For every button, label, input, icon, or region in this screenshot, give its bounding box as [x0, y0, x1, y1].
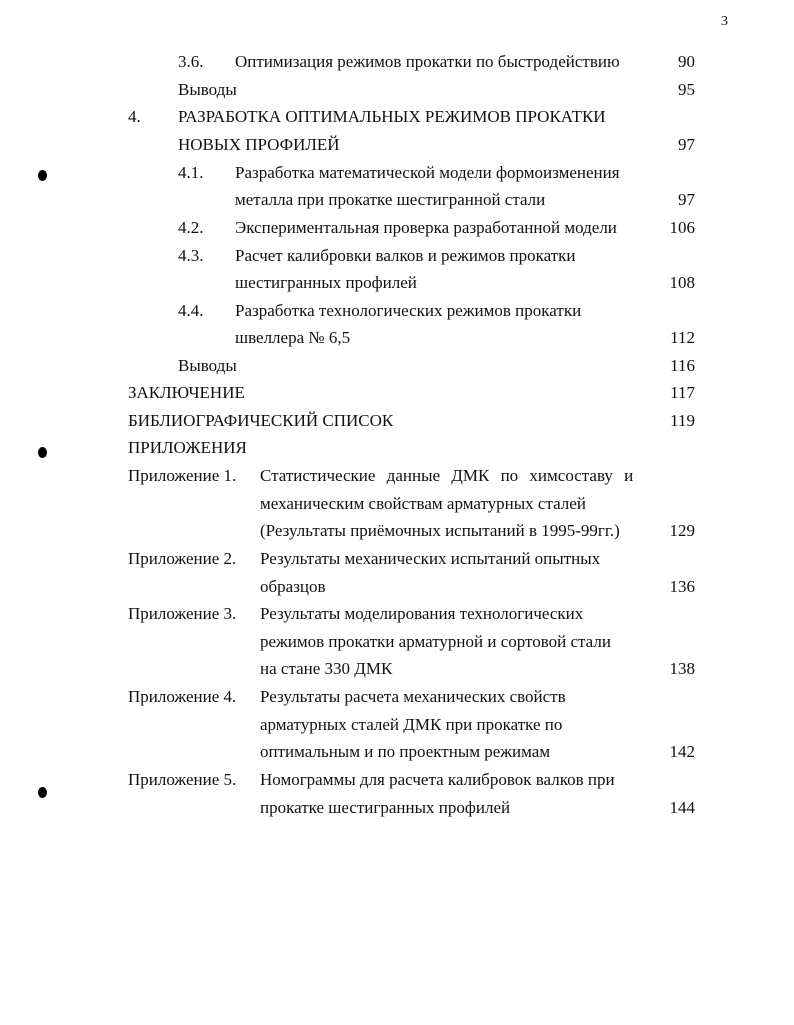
- toc-chapter-number: 4.: [128, 107, 141, 126]
- toc-item-number: 3.6.: [178, 52, 204, 71]
- binding-hole-mark: [38, 170, 47, 181]
- toc-item-title: металла при прокатке шестигранной стали: [235, 190, 546, 209]
- toc-item-title: Разработка технологических режимов прокатки: [235, 301, 582, 320]
- toc-appendix-title: Результаты механических испытаний опытных: [260, 549, 601, 568]
- toc-item-page: 112: [670, 328, 695, 347]
- toc-item-page: 136: [669, 577, 695, 596]
- toc-appendix-label: Приложение 5.: [128, 770, 237, 789]
- toc-appendix-title: на стане 330 ДМК: [260, 659, 393, 678]
- toc-item-title: Оптимизация режимов прокатки по быстродействию: [235, 52, 620, 71]
- toc-appendix-title: оптимальным и по проектным режимам: [260, 742, 551, 761]
- toc-item-number: 4.3.: [178, 246, 204, 265]
- toc-item-title: Экспериментальная проверка разработанной модели: [235, 218, 617, 237]
- toc-appendix-label: Приложение 4.: [128, 687, 237, 706]
- toc-appendix-title: Результаты расчета механических свойств: [260, 687, 566, 706]
- toc-chapter-title: ПРИЛОЖЕНИЯ: [128, 438, 247, 457]
- toc-appendix-label: Приложение 3.: [128, 604, 237, 623]
- toc-item-title: швеллера № 6,5: [235, 328, 351, 347]
- toc-item-page: 144: [669, 798, 695, 817]
- toc-appendix-title: Результаты моделирования технологических: [260, 604, 584, 623]
- toc-item-page: 119: [670, 411, 695, 430]
- toc-item-page: 129: [669, 521, 695, 540]
- toc-appendix-title: образцов: [260, 577, 326, 596]
- toc-item-title: Выводы: [178, 80, 237, 99]
- toc-item-page: 106: [669, 218, 695, 237]
- toc-item-page: 97: [678, 190, 695, 209]
- page-number: 3: [721, 14, 728, 29]
- toc-item-number: 4.4.: [178, 301, 204, 320]
- toc-item-page: 108: [669, 273, 695, 292]
- toc-item-number: 4.2.: [178, 218, 204, 237]
- toc-appendix-title: прокатке шестигранных профилей: [260, 798, 511, 817]
- toc-appendix-title: Номограммы для расчета калибровок валков при: [260, 770, 615, 789]
- toc-appendix-title: механическим свойствам арматурных сталей: [260, 494, 586, 513]
- toc-appendix-label: Приложение 1.: [128, 466, 237, 485]
- binding-hole-mark: [38, 787, 47, 798]
- toc-appendix-label: Приложение 2.: [128, 549, 237, 568]
- toc-item-page: 117: [670, 383, 695, 402]
- toc-appendix-title: режимов прокатки арматурной и сортовой стали: [260, 632, 611, 651]
- toc-item-page: 90: [678, 52, 695, 71]
- toc-item-page: 142: [669, 742, 695, 761]
- toc-item-title: Расчет калибровки валков и режимов прокатки: [235, 246, 576, 265]
- toc-appendix-title: арматурных сталей ДМК при прокатке по: [260, 715, 563, 734]
- binding-hole-mark: [38, 447, 47, 458]
- toc-item-title: Разработка математической модели формоизменения: [235, 163, 620, 182]
- toc-item-title: шестигранных профилей: [235, 273, 417, 292]
- toc-chapter-title: РАЗРАБОТКА ОПТИМАЛЬНЫХ РЕЖИМОВ ПРОКАТКИ: [178, 107, 606, 126]
- toc-item-page: 97: [678, 135, 695, 154]
- toc-chapter-title: НОВЫХ ПРОФИЛЕЙ: [178, 135, 340, 154]
- toc-item-number: 4.1.: [178, 163, 204, 182]
- toc-chapter-title: БИБЛИОГРАФИЧЕСКИЙ СПИСОК: [128, 411, 394, 430]
- toc-appendix-title: (Результаты приёмочных испытаний в 1995-99гг.): [260, 521, 620, 540]
- toc-chapter-title: ЗАКЛЮЧЕНИЕ: [128, 383, 245, 402]
- toc-item-title: Выводы: [178, 356, 237, 375]
- toc-item-page: 138: [669, 659, 695, 678]
- toc-item-page: 95: [678, 80, 695, 99]
- toc-appendix-title: Статистические данные ДМК по химсоставу и: [260, 466, 634, 485]
- toc-item-page: 116: [670, 356, 695, 375]
